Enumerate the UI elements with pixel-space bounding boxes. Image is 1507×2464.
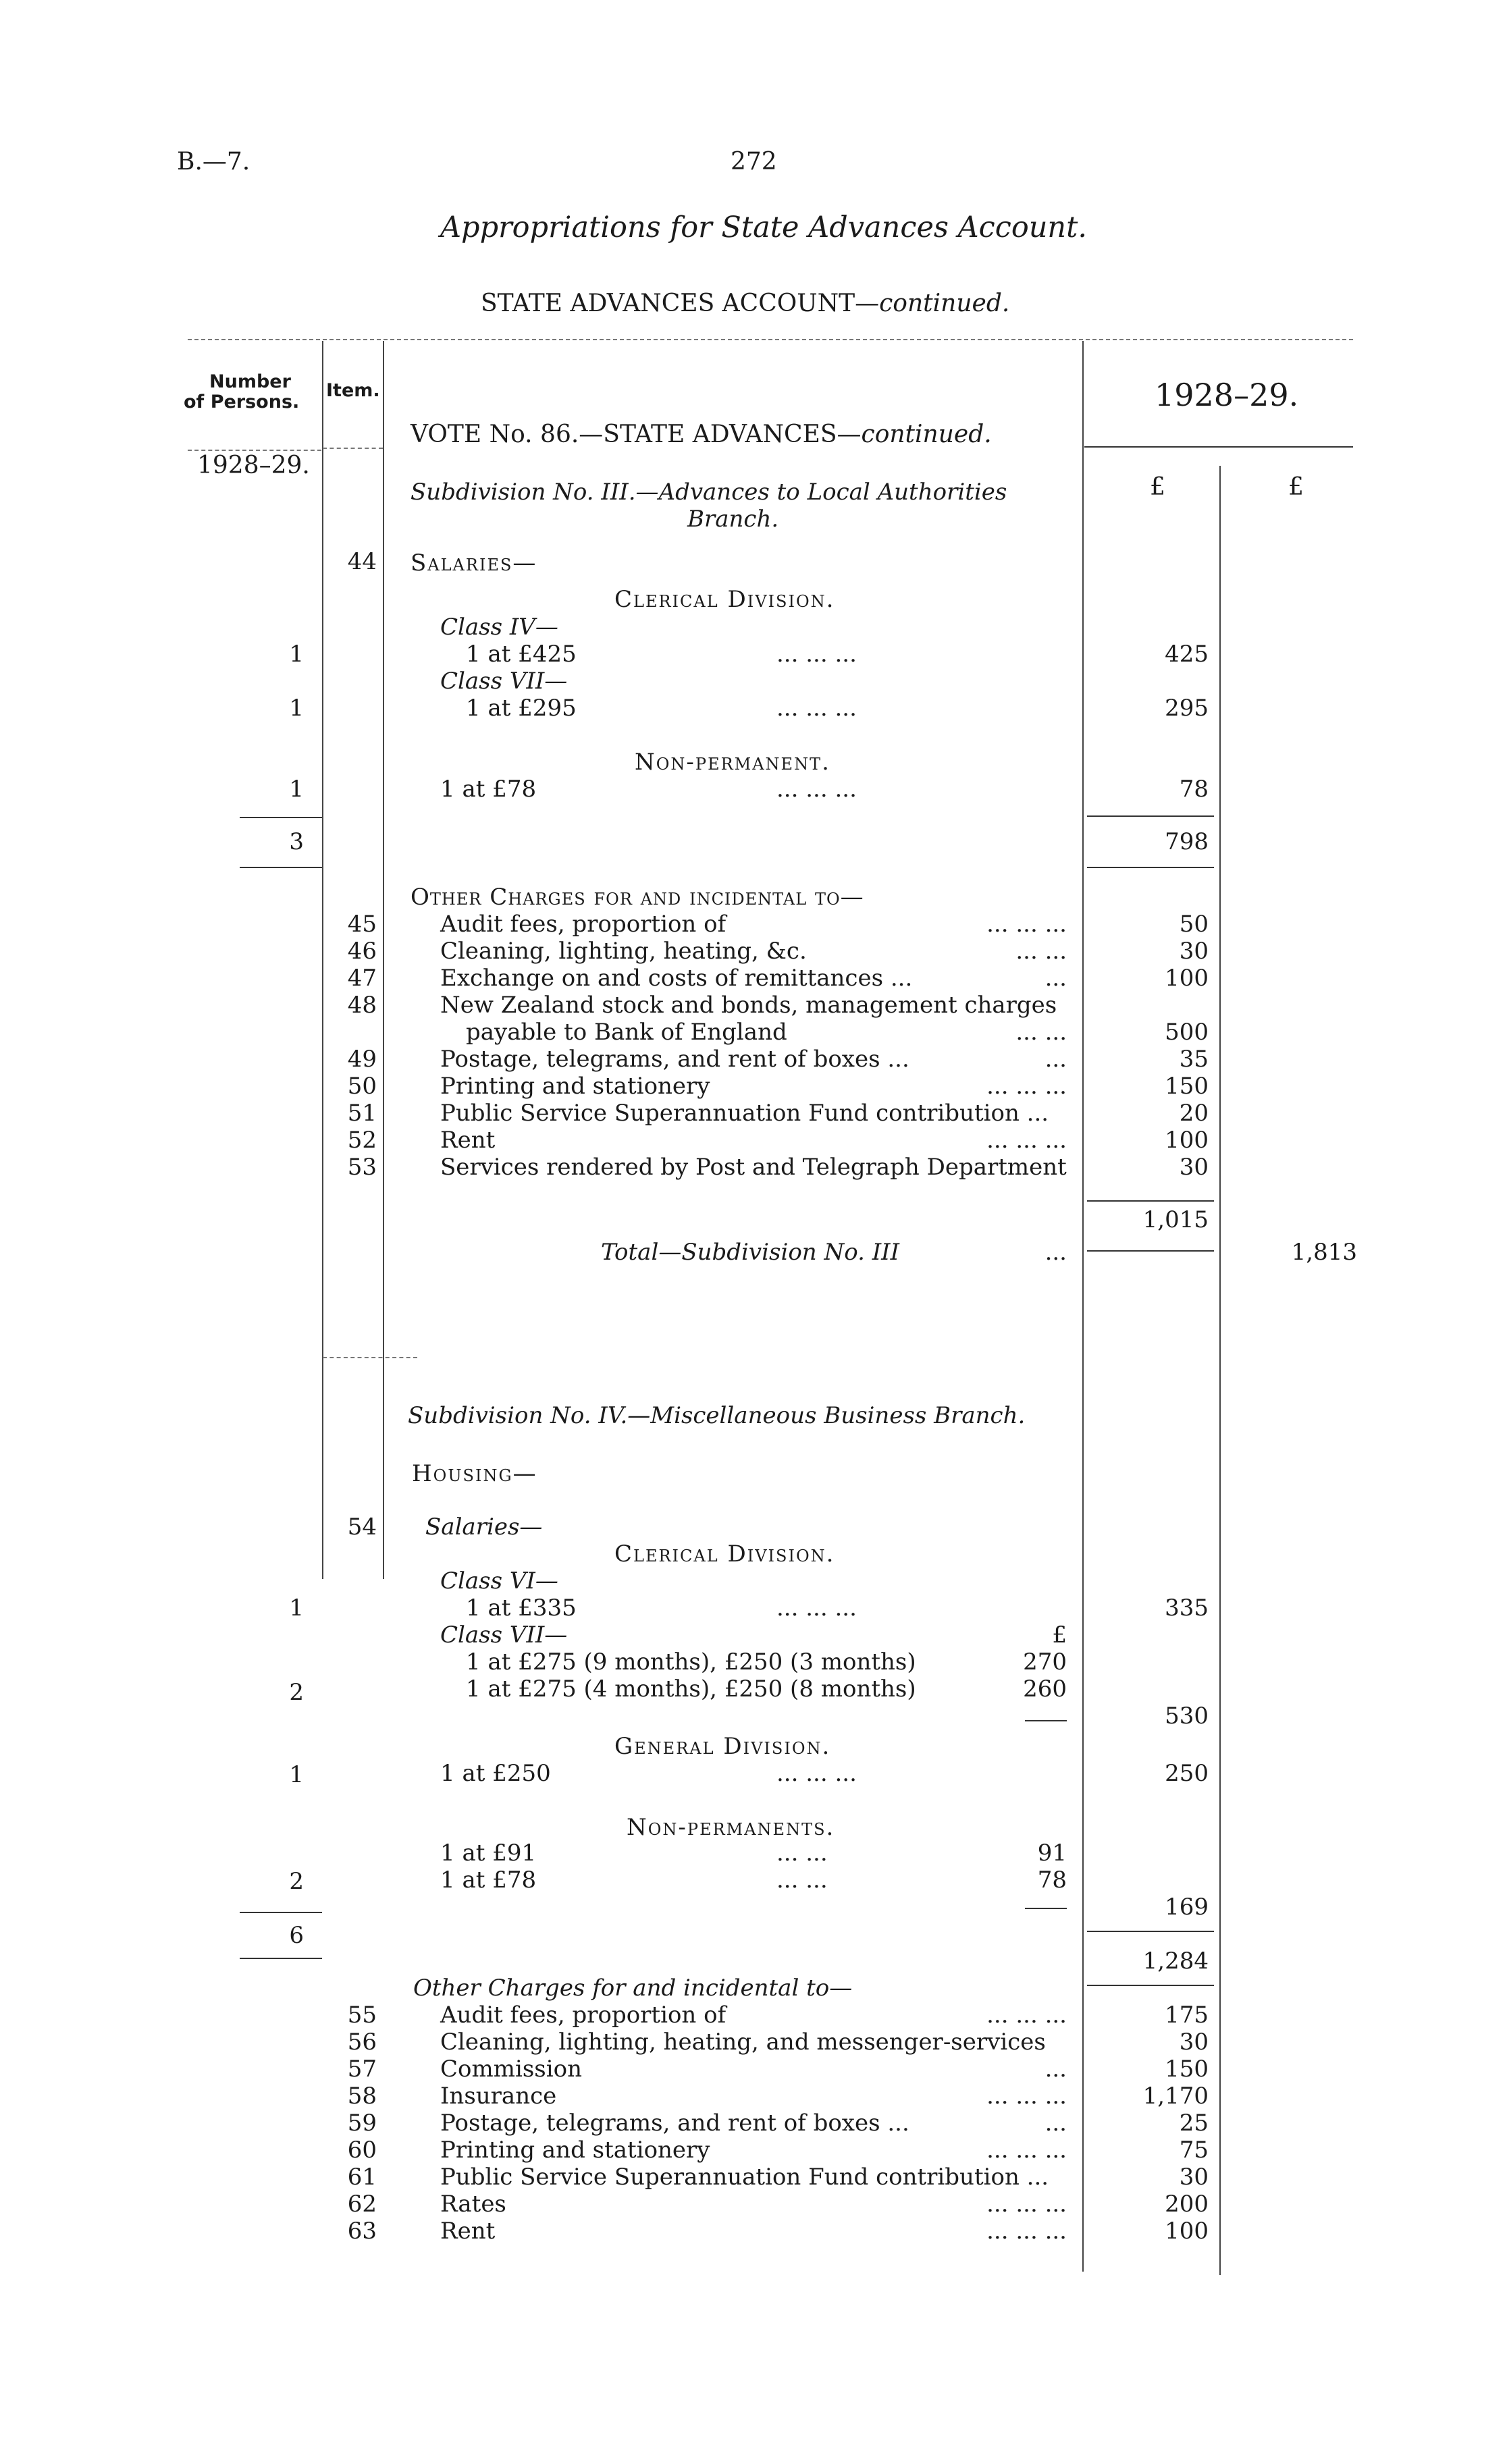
salaries-total: 798 [1165,828,1209,855]
charge-label: Insurance [440,2083,557,2110]
item-number: 62 [347,2191,377,2218]
leader-dots: ... [1045,1046,1067,1073]
pound-column-2: £ [1288,473,1304,501]
item-number: 59 [347,2110,377,2137]
leader-dots: ... ... [776,1840,828,1867]
subdivision-3-heading-2: Branch. [687,506,779,533]
leader-dots: ... ... [1015,1019,1067,1046]
item-number: 47 [347,965,377,992]
sub-amount: 270 [1023,1649,1067,1676]
leader-dots: ... [1045,1239,1067,1266]
salary-line: 1 at £335 [466,1595,577,1622]
class-heading: Class VII— [440,1622,568,1649]
leader-dots: ... [1045,965,1067,992]
item-column-heading: Item. [326,380,380,401]
year-column-heading: 1928–29. [1155,377,1299,413]
non-permanents-heading: Non-permanents. [627,1814,835,1841]
persons-subtotal-rule [240,817,322,818]
charge-label: Cleaning, lighting, heating, and messenger-services [440,2029,1046,2056]
amount: 150 [1165,1073,1209,1100]
leader-dots: ... ... ... [986,1127,1067,1154]
leader-dots: ... ... ... [986,2002,1067,2029]
persons-year-label: 1928–29. [197,452,310,479]
inner-amount-rule [1219,466,1221,2275]
amount: 78 [1179,776,1209,803]
item-number: 61 [347,2164,377,2191]
charge-label: Audit fees, proportion of [440,911,726,938]
charge-label: Postage, telegrams, and rent of boxes ... [440,1046,909,1073]
salary-line: 1 at £275 (9 months), £250 (3 months) [466,1649,916,1676]
amount: 100 [1165,1127,1209,1154]
leader-dots: ... ... ... [776,776,857,803]
item-number: 60 [347,2137,377,2164]
subdivision-3-total: 1,813 [1291,1239,1357,1266]
amount-subtotal-rule [1087,1931,1214,1932]
charge-label: Printing and stationery [440,1073,710,1100]
charge-label: Public Service Superannuation Fund contribution ... [440,2164,1049,2191]
amount: 30 [1179,2029,1209,2056]
charge-label: Commission [440,2056,582,2083]
salaries-heading: Salaries— [425,1514,543,1541]
persons-total-rule [240,867,322,868]
persons-count: 1 [289,1595,304,1622]
subdivision-3-total-label: Total—Subdivision No. III [601,1239,900,1266]
amount-total-rule [1087,867,1214,868]
leader-dots: ... ... ... [986,2083,1067,2110]
amount: 1,170 [1142,2083,1209,2110]
document-reference: B.—7. [177,148,250,176]
class-heading: Class VII— [440,668,568,695]
charge-label: Printing and stationery [440,2137,710,2164]
item-number: 63 [347,2218,377,2245]
pound-column-1: £ [1150,473,1165,501]
item-number: 45 [347,911,377,938]
charge-label: Exchange on and costs of remittances ... [440,965,913,992]
amount: 530 [1165,1703,1209,1730]
persons-count: 2 [289,1679,304,1706]
amount: 75 [1179,2137,1209,2164]
amount: 20 [1179,1100,1209,1127]
persons-column-rule [322,341,323,1579]
item-number: 54 [347,1514,377,1541]
leader-dots: ... ... ... [776,1760,857,1787]
subdivision-3-heading: Subdivision No. III.—Advances to Local Authorities [411,479,1007,506]
charge-label: Rent [440,1127,496,1154]
charge-label: Cleaning, lighting, heating, &c. [440,938,807,965]
persons-count: 2 [289,1868,304,1895]
column-break-rule [323,1357,417,1358]
amount: 200 [1165,2191,1209,2218]
salary-line: 1 at £295 [466,695,577,722]
pound-sign: £ [1052,1622,1067,1649]
charge-label: Rent [440,2218,496,2245]
item-header-rule [323,448,383,449]
amount: 35 [1179,1046,1209,1073]
leader-dots: ... ... ... [986,2191,1067,2218]
amount-column-rule [1082,341,1084,2272]
housing-heading: Housing— [412,1460,537,1487]
other-charges-heading: Other Charges for and incidental to— [411,884,864,911]
persons-header-rule [188,450,321,451]
amount: 250 [1165,1760,1209,1787]
item-number: 46 [347,938,377,965]
amount-total-rule [1087,1985,1214,1986]
charge-label: New Zealand stock and bonds, management charges [440,992,1057,1019]
charge-label: payable to Bank of England [466,1019,787,1046]
salary-line: 1 at £78 [440,776,537,803]
salary-line: 1 at £78 [440,1867,537,1894]
charge-label: Audit fees, proportion of [440,2002,726,2029]
salary-line: 1 at £91 [440,1840,537,1867]
persons-count: 1 [289,641,304,668]
item-number: 57 [347,2056,377,2083]
leader-dots: ... ... ... [776,641,857,668]
leader-dots: ... ... ... [986,2218,1067,2245]
item-number: 44 [347,548,377,575]
item-column-rule [383,341,384,1579]
persons-total: 3 [289,828,304,855]
page-number: 272 [731,148,777,176]
leader-dots: ... ... [776,1867,828,1894]
subdivision-4-heading: Subdivision No. IV.—Miscellaneous Business Branch. [408,1402,1026,1429]
amount: 25 [1179,2110,1209,2137]
leader-dots: ... ... ... [986,2137,1067,2164]
persons-total-rule [240,1958,322,1959]
sub-amount: 78 [1037,1867,1067,1894]
amount: 50 [1179,911,1209,938]
amount: 335 [1165,1595,1209,1622]
amount-subtotal-rule [1087,815,1214,817]
sub-amount-rule [1025,1720,1067,1721]
item-number: 50 [347,1073,377,1100]
persons-column-heading: Number [209,371,291,392]
sub-amount-rule [1025,1908,1067,1909]
item-number: 52 [347,1127,377,1154]
persons-total: 6 [289,1922,304,1949]
amount: 169 [1165,1894,1209,1921]
salary-line: 1 at £275 (4 months), £250 (8 months) [466,1676,916,1703]
persons-subtotal-rule [240,1912,322,1913]
salary-line: 1 at £250 [440,1760,551,1787]
salaries-total: 1,284 [1142,1948,1209,1975]
class-heading: Class VI— [440,1568,558,1595]
amount: 30 [1179,938,1209,965]
clerical-division-heading: Clerical Division. [614,586,835,613]
sub-amount: 91 [1037,1840,1067,1867]
leader-dots: ... [1045,2110,1067,2137]
amount: 425 [1165,641,1209,668]
general-division-heading: General Division. [614,1733,831,1760]
item-number: 49 [347,1046,377,1073]
amount: 100 [1165,2218,1209,2245]
item-number: 58 [347,2083,377,2110]
page-title: Appropriations for State Advances Account. [440,211,1088,244]
total-rule [1087,1250,1214,1252]
non-permanent-heading: Non-permanent. [635,749,830,776]
item-number: 48 [347,992,377,1019]
salaries-heading: Salaries— [411,550,537,577]
persons-count: 1 [289,1761,304,1788]
sub-amount: 260 [1023,1676,1067,1703]
leader-dots: ... [1045,2056,1067,2083]
persons-column-heading-2: of Persons. [184,392,300,412]
item-number: 53 [347,1154,377,1181]
amount: 500 [1165,1019,1209,1046]
vote-heading: VOTE No. 86.—STATE ADVANCES—continued. [411,421,992,448]
persons-count: 1 [289,776,304,803]
amount: 30 [1179,2164,1209,2191]
salary-line: 1 at £425 [466,641,577,668]
amount: 175 [1165,2002,1209,2029]
charge-label: Postage, telegrams, and rent of boxes ... [440,2110,909,2137]
leader-dots: ... ... ... [986,1073,1067,1100]
other-charges-rule [1087,1200,1214,1202]
class-heading: Class IV— [440,614,558,641]
charge-label: Services rendered by Post and Telegraph Department [440,1154,1067,1181]
other-charges-heading: Other Charges for and incidental to— [413,1975,853,2002]
leader-dots: ... ... ... [776,695,857,722]
year-header-rule [1084,446,1353,448]
item-number: 56 [347,2029,377,2056]
other-charges-total: 1,015 [1142,1206,1209,1233]
amount: 30 [1179,1154,1209,1181]
item-number: 51 [347,1100,377,1127]
page-subtitle: STATE ADVANCES ACCOUNT—continued. [481,290,1010,317]
persons-count: 1 [289,695,304,722]
item-number: 55 [347,2002,377,2029]
leader-dots: ... ... [1015,938,1067,965]
leader-dots: ... ... ... [776,1595,857,1622]
amount: 150 [1165,2056,1209,2083]
charge-label: Rates [440,2191,506,2218]
table-top-rule [188,339,1353,340]
charge-label: Public Service Superannuation Fund contribution ... [440,1100,1049,1127]
amount: 100 [1165,965,1209,992]
amount: 295 [1165,695,1209,722]
clerical-division-heading: Clerical Division. [614,1541,835,1568]
leader-dots: ... ... ... [986,911,1067,938]
